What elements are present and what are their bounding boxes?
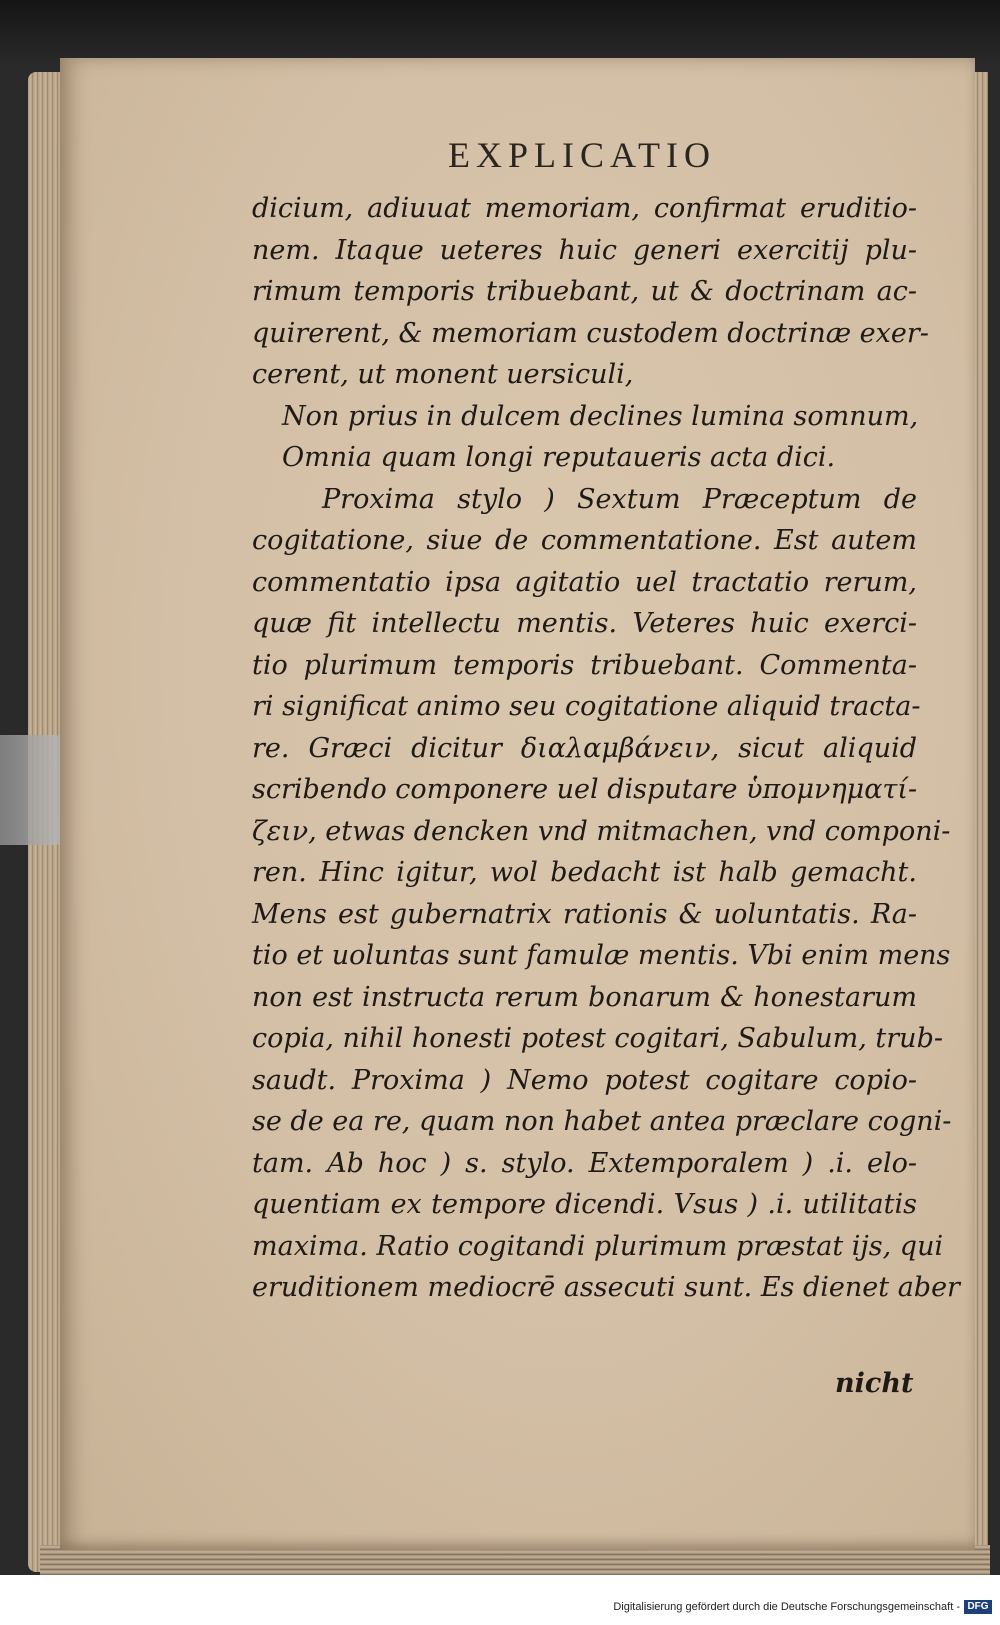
text-line: saudt. Proxima ) Nemo potest cogitare copio- (252, 1064, 917, 1096)
text-line: tio et uoluntas sunt famulæ mentis. Vbi enim mens (252, 940, 951, 971)
text-line: eruditionem mediocrē assecuti sunt. Es dienet aber (252, 1272, 960, 1303)
text-line: nem. Itaque ueteres huic generi exercitij plu- (252, 234, 917, 266)
text-line: quentiam ex tempore dicendi. Vsus ) .i. utilitatis (252, 1189, 917, 1220)
footer-credit: Digitalisierung gefördert durch die Deutsche Forschungsgemeinschaft - (613, 1601, 960, 1613)
catchword: nicht (835, 1368, 914, 1399)
footer-bar (0, 1575, 1000, 1625)
text-line: Mens est gubernatrix rationis & uoluntatis. Ra- (252, 898, 917, 930)
text-line: tam. Ab hoc ) s. stylo. Extemporalem ) .i. elo- (252, 1147, 917, 1179)
text-line: copia, nihil honesti potest cogitari, Sabulum, trub- (252, 1023, 943, 1054)
running-head: EXPLICATIO (448, 135, 716, 175)
text-line: scribendo componere uel disputare ὑπομνηματί- (252, 774, 918, 805)
text-line: se de ea re, quam non habet antea præclare cogni- (252, 1106, 952, 1137)
text-line: quæ fit intellectu mentis. Veteres huic exerci- (252, 608, 917, 639)
text-line: maxima. Ratio cogitandi plurimum præstat ijs, qui (252, 1230, 944, 1262)
text-line: non est instructa rerum bonarum & honestarum (252, 981, 917, 1013)
verse-line: Omnia quam longi reputaueris acta dici. (282, 442, 836, 473)
text-line: cerent, ut monent uersiculi, (252, 359, 634, 390)
text-line: tio plurimum temporis tribuebant. Commenta- (252, 649, 917, 681)
text-line: commentatio ipsa agitatio uel tractatio rerum, (252, 566, 917, 598)
text-line: cogitatione, siue de commentatione. Est autem (252, 525, 917, 556)
dfg-logo: DFG (964, 1600, 992, 1614)
text-line: ζειν, etwas dencken vnd mitmachen, vnd componi- (252, 815, 951, 847)
text-line: quirerent, & memoriam custodem doctrinæ exer- (252, 317, 929, 349)
verse-line: Non prius in dulcem declines lumina somnum, (282, 400, 919, 432)
text-line: re. Græci dicitur διαλαμβάνειν, sicut aliquid (252, 732, 917, 764)
text-line: rimum temporis tribuebant, ut & doctrinam ac- (252, 276, 917, 307)
paragraph-start-line: Proxima stylo ) Sextum Præceptum de (322, 483, 917, 515)
text-line: ri significat animo seu cogitatione aliquid tracta- (252, 691, 921, 722)
text-line: dicium, adiuuat memoriam, confirmat eruditio- (252, 193, 917, 224)
text-line: ren. Hinc igitur, wol bedacht ist halb gemacht. (252, 857, 917, 888)
text-block (252, 188, 960, 1309)
